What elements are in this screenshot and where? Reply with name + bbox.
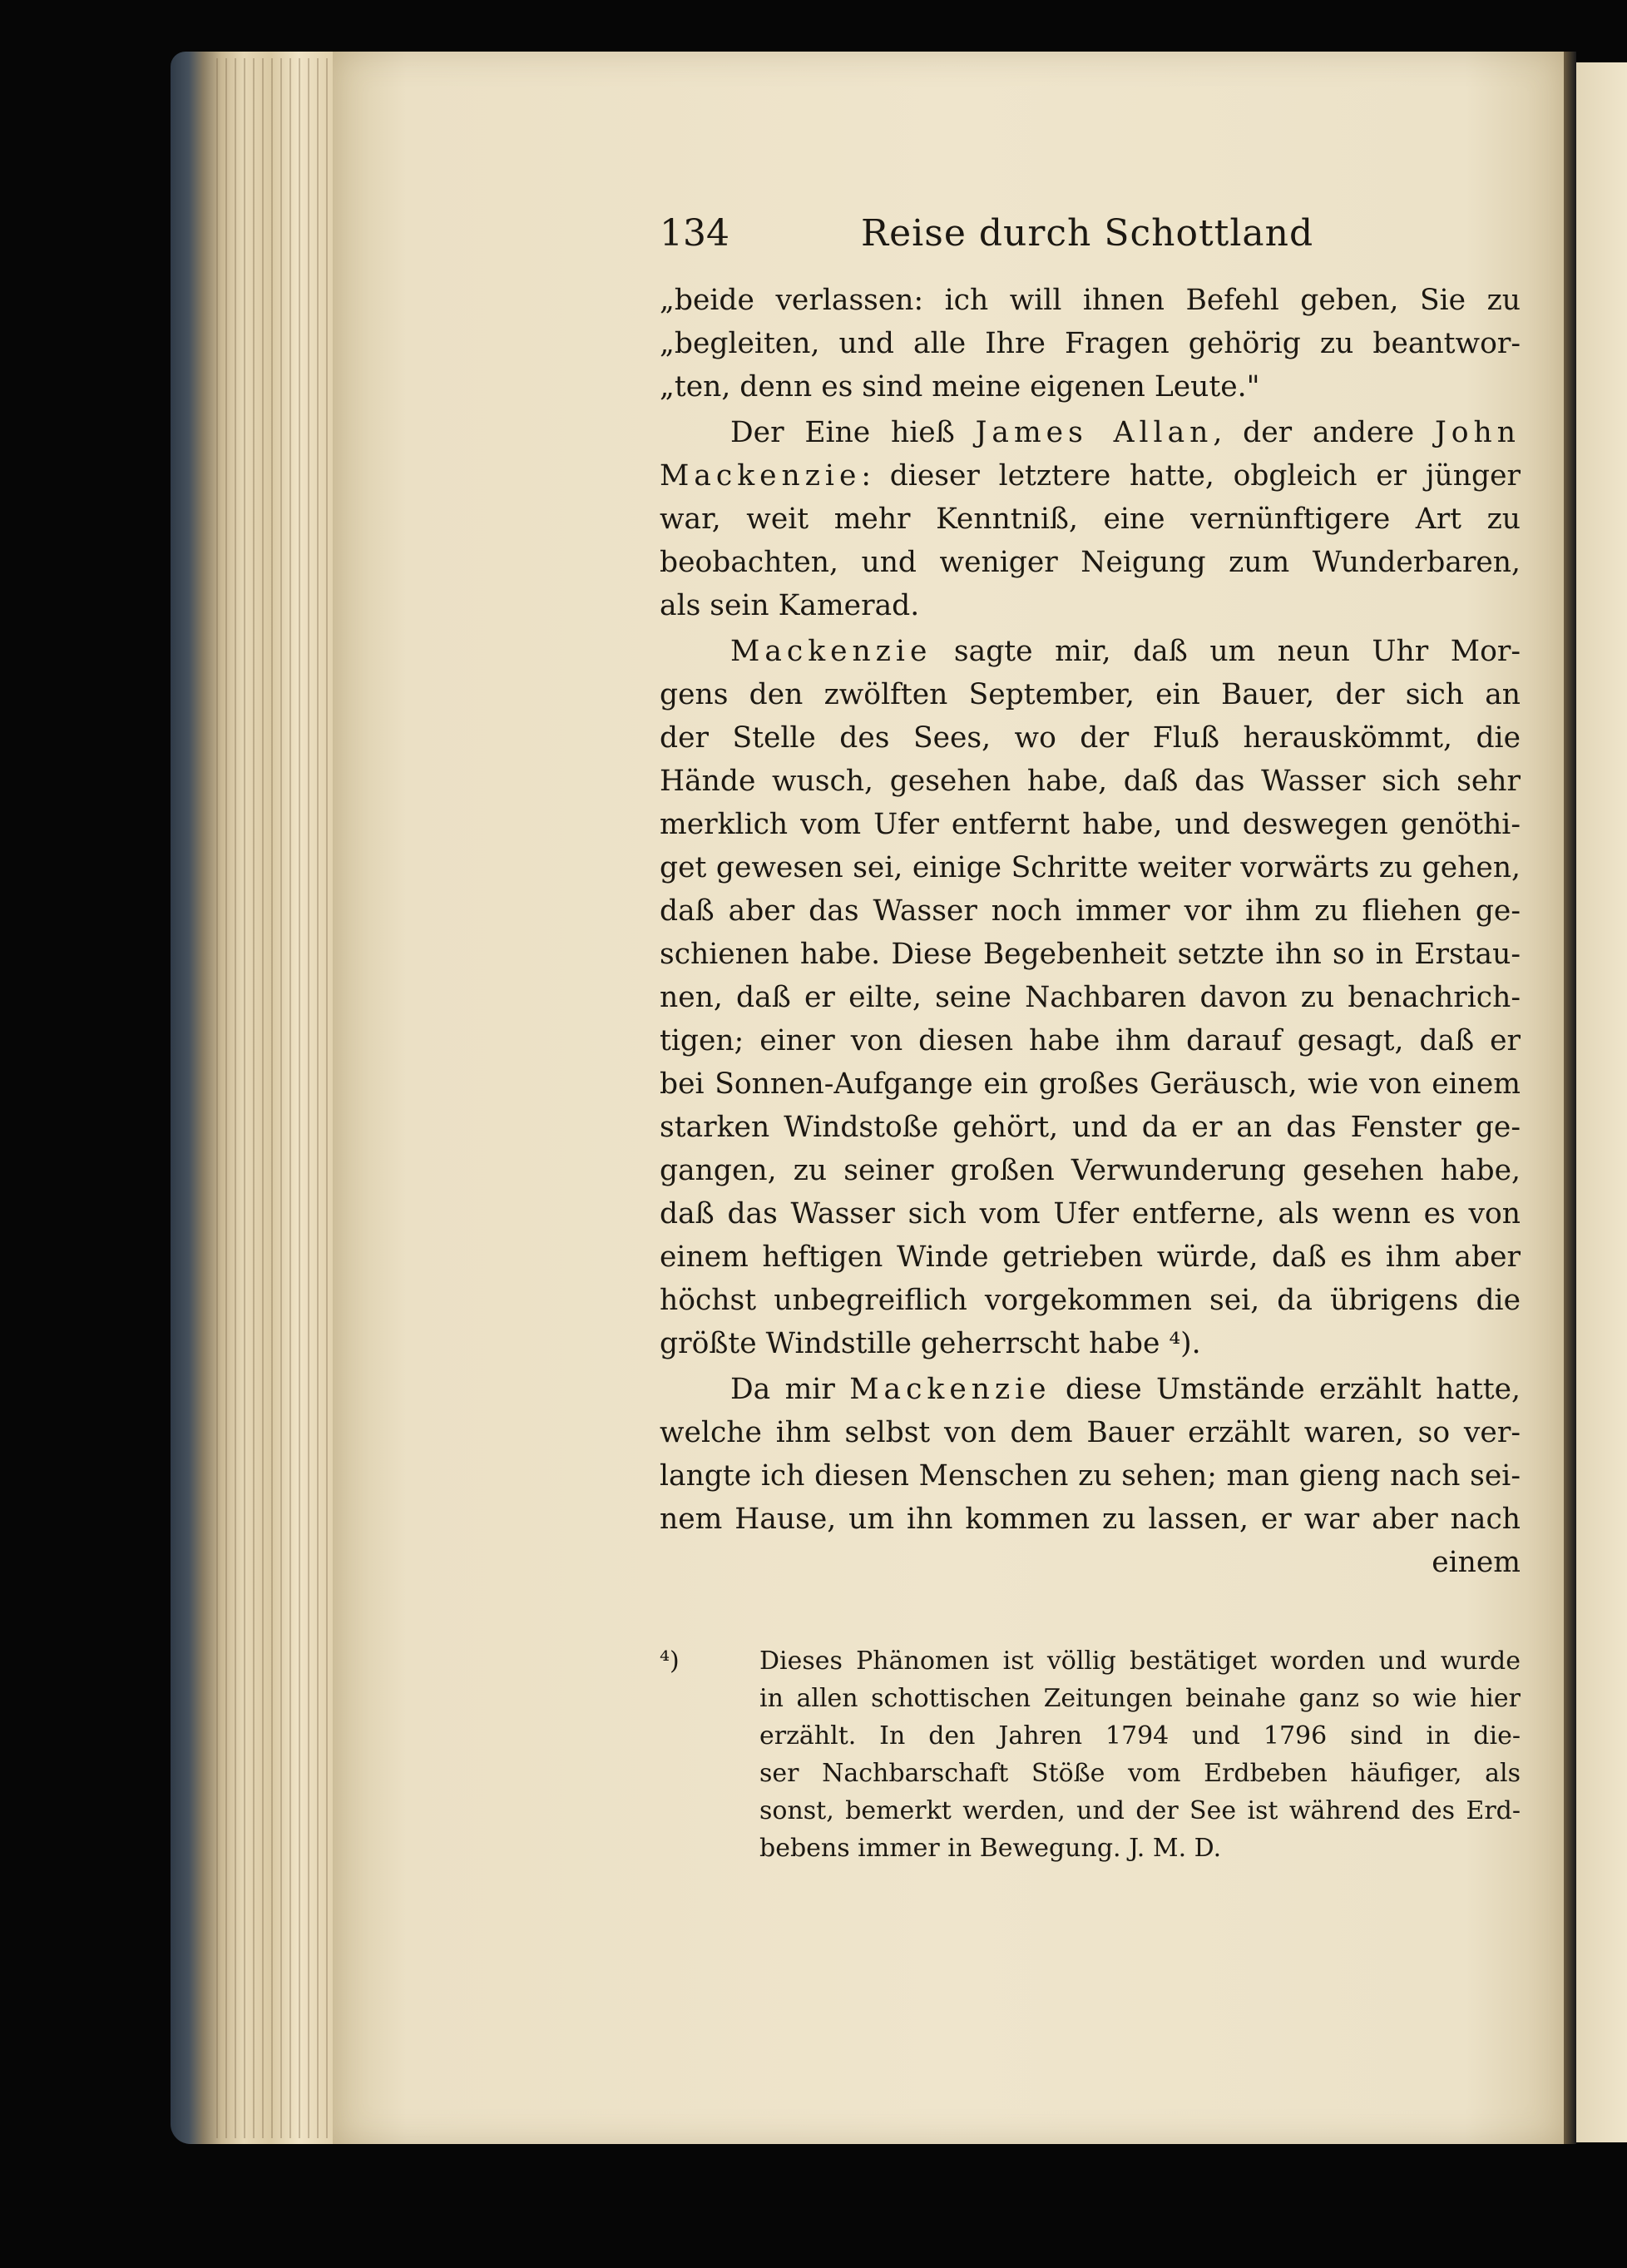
running-head — [660, 212, 1521, 279]
text-line: war, weit mehr Kenntniß, eine vernünftigere Art zu — [660, 503, 1521, 536]
person-name: John — [1434, 416, 1521, 449]
footnote-line: ser Nachbarschaft Stöße vom Erdbeben häufiger, als — [759, 1759, 1521, 1788]
person-name: Mackenzie — [849, 1373, 1051, 1406]
facing-page-edge — [1576, 62, 1627, 2142]
footnote-line: in allen schottischen Zeitungen beinahe ganz so wie hier — [759, 1684, 1521, 1713]
text-line: „beide verlassen: ich will ihnen Befehl geben, Sie zu — [660, 284, 1521, 317]
text-line: einem heftigen Winde getrieben würde, daß es ihm aber — [660, 1240, 1521, 1274]
text-line: Der Eine hieß James Allan, der andere John — [730, 416, 1521, 449]
text-line: daß das Wasser sich vom Ufer entferne, als wenn es von — [660, 1197, 1521, 1231]
text-line: nen, daß er eilte, seine Nachbaren davon zu benachrich- — [660, 981, 1521, 1014]
text-line: starken Windstoße gehört, und da er an das Fenster ge- — [660, 1111, 1521, 1144]
person-name: Mackenzie — [730, 635, 932, 668]
text-line: „begleiten, und alle Ihre Fragen gehörig zu beantwor- — [660, 327, 1521, 360]
page-number: 134 — [660, 212, 729, 255]
text-line: daß aber das Wasser noch immer vor ihm zu fliehen ge- — [660, 894, 1521, 928]
text-line: gens den zwölften September, ein Bauer, der sich an — [660, 678, 1521, 711]
person-name: Mackenzie — [660, 459, 862, 493]
page-edge-lines — [216, 58, 349, 2138]
text-line: größte Windstille geherrscht habe ⁴). — [660, 1327, 1201, 1360]
text-line: höchst unbegreiflich vorgekommen sei, da übrigens die — [660, 1284, 1521, 1317]
footnote — [660, 1642, 1521, 1867]
body-text — [660, 279, 1521, 1584]
text-line: als sein Kamerad. — [660, 589, 920, 622]
person-name: James Allan — [975, 416, 1214, 449]
text-line: bei Sonnen-Aufgange ein großes Geräusch, wie von einem — [660, 1067, 1521, 1101]
footnote-line: bebens immer in Bewegung. J. M. D. — [759, 1834, 1222, 1863]
book-gutter — [1564, 52, 1576, 2144]
footnote-line: erzählt. In den Jahren 1794 und 1796 sind in die- — [759, 1721, 1521, 1751]
text-line: merklich vom Ufer entfernt habe, und deswegen genöthi- — [660, 808, 1521, 841]
text-line: der Stelle des Sees, wo der Fluß herauskömmt, die — [660, 721, 1521, 755]
text-line: Mackenzie: dieser letztere hatte, obgleich er jünger — [660, 459, 1521, 493]
footnote-line: sonst, bemerkt werden, und der See ist während des Erd- — [759, 1796, 1521, 1825]
text-line: „ten, denn es sind meine eigenen Leute." — [660, 370, 1260, 404]
page-content — [660, 212, 1521, 1867]
footnote-line: ⁴) Dieses Phänomen ist völlig bestätiget worden und wurde — [660, 1642, 1521, 1680]
footnote-marker: ⁴) — [660, 1647, 680, 1676]
text-line: langte ich diesen Menschen zu sehen; man gieng nach sei- — [660, 1459, 1521, 1493]
text-line: tigen; einer von diesen habe ihm darauf gesagt, daß er — [660, 1024, 1521, 1057]
text-line: gangen, zu seiner großen Verwunderung gesehen habe, — [660, 1154, 1521, 1187]
catchword: einem — [1432, 1546, 1521, 1579]
text-line: Hände wusch, gesehen habe, daß das Wasser sich sehr — [660, 765, 1521, 798]
text-line: nem Hause, um ihn kommen zu lassen, er war aber nach — [660, 1503, 1521, 1536]
text-line: Da mir Mackenzie diese Umstände erzählt hatte, — [730, 1373, 1521, 1406]
text-line: beobachten, und weniger Neigung zum Wunderbaren, — [660, 546, 1521, 579]
text-line: schienen habe. Diese Begebenheit setzte ihn so in Erstau- — [660, 938, 1521, 971]
text-line: Mackenzie sagte mir, daß um neun Uhr Mor- — [730, 635, 1521, 668]
running-title: Reise durch Schottland — [861, 212, 1314, 255]
text-line: welche ihm selbst von dem Bauer erzählt waren, so ver- — [660, 1416, 1521, 1449]
text-line: get gewesen sei, einige Schritte weiter vorwärts zu gehen, — [660, 851, 1521, 884]
